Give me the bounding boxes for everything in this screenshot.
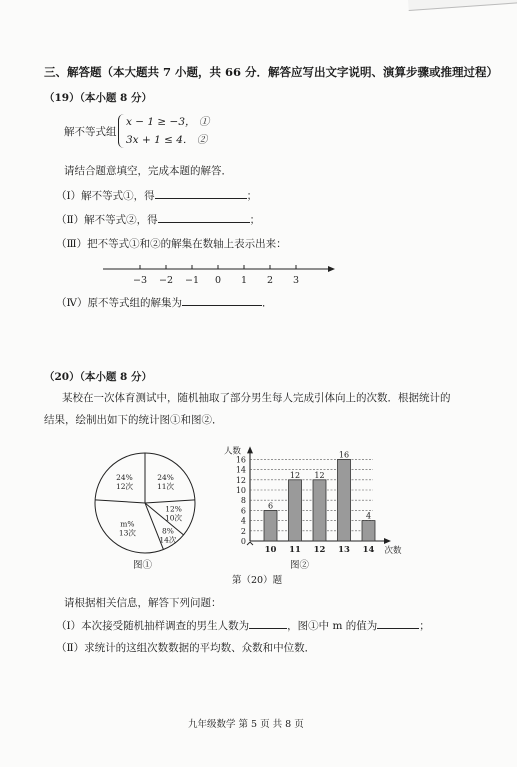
pie-caption: 图① <box>133 560 153 571</box>
figure-caption: 第（20）题 <box>232 575 283 586</box>
q19-part2 <box>56 211 260 227</box>
pie-slice-count: 13次 <box>118 528 136 538</box>
y-tick-label: 12 <box>235 475 246 485</box>
bar-chart <box>218 434 418 558</box>
number-line-label: −1 <box>184 275 200 286</box>
pie-slice-percent: 24% <box>157 473 174 483</box>
bar <box>362 521 375 541</box>
answer-blank <box>182 294 262 306</box>
q20-part2: （Ⅱ）求统计的这组次数数据的平均数、众数和中位数． <box>56 642 316 654</box>
inequality-2: 3x + 1 ≤ 4． ② <box>126 134 208 146</box>
pie-chart <box>90 448 200 558</box>
pie-slice-edge <box>95 500 145 503</box>
number-line-label: 2 <box>266 275 274 286</box>
q19-instruction: 请结合题意填空，完成本题的解答． <box>64 165 232 177</box>
bar-value-label: 4 <box>365 511 372 521</box>
semicolon: ； <box>419 620 430 632</box>
y-tick-label: 10 <box>235 486 246 495</box>
q19-part4-label: （Ⅳ）原不等式组的解集为 <box>56 297 182 309</box>
x-axis-arrow <box>384 538 391 544</box>
semicolon: ； <box>249 214 261 226</box>
q20-text-2: 结果，绘制出如下的统计图①和图②． <box>44 414 223 426</box>
x-tick-label: 10 <box>264 545 277 555</box>
y-tick-label: 2 <box>240 526 246 536</box>
q19-header: （19）（本小题 8 分） <box>44 92 152 104</box>
x-axis-title: 次数 <box>384 546 402 556</box>
y-tick-label: 16 <box>235 455 246 465</box>
semicolon: ； <box>246 190 258 202</box>
page-footer: 九年级数学 第 5 页 共 8 页 <box>188 719 304 730</box>
number-line-label: 3 <box>292 275 300 286</box>
number-line <box>95 260 345 290</box>
section-heading: 三、解答题（本大题共 7 小题，共 66 分．解答应写出文字说明、演算步骤或推理过程） <box>44 65 499 79</box>
q20-header: （20）（本小题 8 分） <box>44 371 152 383</box>
page-corner <box>408 0 517 11</box>
pie-slice-percent: 12% <box>165 504 182 514</box>
q20-text-1: 某校在一次体育测试中，随机抽取了部分男生每人完成引体向上的次数．根据统计的 <box>62 392 451 404</box>
bar-value-label: 12 <box>314 470 325 480</box>
pie-slice-count: 10次 <box>165 513 183 523</box>
number-line-label: 1 <box>240 275 248 286</box>
q20-part1-m: ，图①中 m 的值为 <box>287 620 378 632</box>
bar <box>338 459 351 541</box>
number-line-label: 0 <box>214 275 222 286</box>
pie-slice-percent: 8% <box>161 526 174 536</box>
inequality-brace <box>118 114 125 148</box>
y-axis-arrow <box>247 446 253 453</box>
x-tick-label: 14 <box>362 545 375 555</box>
q19-intro: 解不等式组 <box>64 126 117 138</box>
bar <box>264 510 277 541</box>
bar <box>289 480 302 541</box>
pie-slice-percent: m% <box>120 519 135 529</box>
x-tick-label: 11 <box>289 545 301 555</box>
q20-part1-label: （Ⅰ）本次接受随机抽样调查的男生人数为 <box>56 620 250 632</box>
y-tick-label: 0 <box>240 537 246 546</box>
x-tick-label: 13 <box>338 545 350 555</box>
y-tick-label: 6 <box>240 506 246 516</box>
q19-part2-label: （Ⅱ）解不等式②，得 <box>56 214 158 226</box>
y-axis-title: 人数 <box>224 446 242 457</box>
period: ． <box>262 297 273 309</box>
q19-part3: （Ⅲ）把不等式①和②的解集在数轴上表示出来： <box>56 238 287 250</box>
number-line-label: −3 <box>132 275 148 286</box>
answer-blank <box>377 617 419 629</box>
pie-slice-count: 14次 <box>159 535 177 545</box>
bar-caption: 图② <box>290 560 310 571</box>
axis-break <box>247 542 253 545</box>
x-tick-label: 12 <box>313 545 326 555</box>
bar <box>313 480 326 541</box>
answer-blank <box>249 617 287 629</box>
inequality-1: x − 1 ≥ −3， ① <box>126 116 210 128</box>
q19-part4 <box>56 294 273 310</box>
bar-value-label: 6 <box>267 501 274 511</box>
answer-blank <box>155 187 247 199</box>
pie-slice-count: 11次 <box>157 482 175 492</box>
y-tick-label: 4 <box>240 516 246 526</box>
pie-slice-percent: 24% <box>116 473 133 483</box>
y-tick-label: 8 <box>240 496 246 506</box>
bar-value-label: 16 <box>338 450 350 460</box>
q19-part1 <box>56 187 257 203</box>
y-tick-label: 14 <box>235 465 246 475</box>
pie-slice-count: 12次 <box>115 482 133 492</box>
bar-value-label: 12 <box>289 470 301 480</box>
number-line-label: −2 <box>158 275 174 286</box>
q20-prompt: 请根据相关信息，解答下列问题： <box>64 597 222 609</box>
q20-part1 <box>56 617 430 633</box>
answer-blank <box>158 211 250 223</box>
q19-part1-label: （Ⅰ）解不等式①，得 <box>56 190 155 202</box>
pie-slice-edge <box>145 500 195 503</box>
